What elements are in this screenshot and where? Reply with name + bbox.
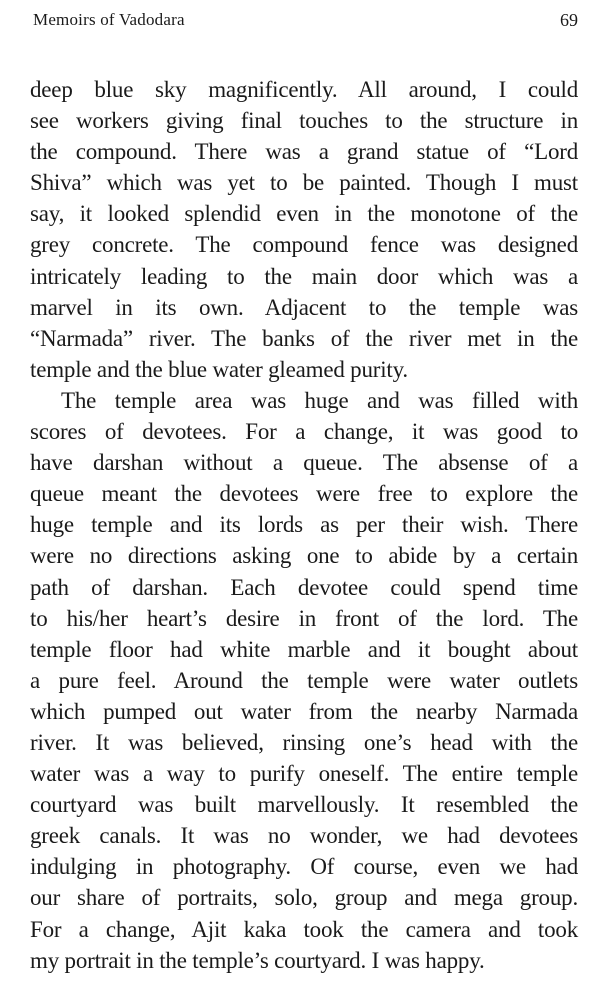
text-line: water was a way to purify oneself. The entire temple (30, 761, 578, 787)
text-line: my portrait in the temple’s courtyard. I was happy. (30, 947, 485, 973)
text-line: the compound. There was a grand statue of “Lord (30, 139, 578, 165)
text-line: Shiva” which was yet to be painted. Though I must (30, 170, 578, 196)
text-line: indulging in photography. Of course, even we had (30, 854, 578, 880)
text-line: courtyard was built marvellously. It resembled the (30, 792, 578, 818)
text-line: say, it looked splendid even in the monotone of the (30, 201, 578, 227)
text-line: our share of portraits, solo, group and mega group. (30, 885, 578, 911)
running-header (33, 10, 578, 38)
text-line: huge temple and its lords as per their wish. There (30, 512, 578, 538)
text-line: greek canals. It was no wonder, we had devotees (30, 823, 578, 849)
running-title: Memoirs of Vadodara (33, 10, 185, 29)
paragraph (30, 74, 578, 385)
text-line: river. It was believed, rinsing one’s head with the (30, 729, 578, 755)
text-line: temple floor had white marble and it bought about (30, 636, 578, 662)
text-line: which pumped out water from the nearby Narmada (30, 698, 578, 724)
text-line: were no directions asking one to abide by a certain (30, 543, 578, 569)
paragraph (30, 385, 578, 976)
text-line: marvel in its own. Adjacent to the temple was (30, 294, 578, 320)
text-line: queue meant the devotees were free to explore the (30, 481, 578, 507)
page-number: 69 (560, 10, 578, 30)
text-line: grey concrete. The compound fence was designed (30, 232, 578, 258)
text-line: see workers giving final touches to the structure in (30, 108, 578, 134)
text-line: The temple area was huge and was filled with (61, 387, 578, 413)
text-line: “Narmada” river. The banks of the river met in the (30, 325, 578, 351)
text-line: For a change, Ajit kaka took the camera and took (30, 916, 578, 942)
text-line: temple and the blue water gleamed purity. (30, 356, 408, 382)
text-line: path of darshan. Each devotee could spend time (30, 574, 578, 600)
text-line: a pure feel. Around the temple were water outlets (30, 667, 578, 693)
text-line: scores of devotees. For a change, it was good to (30, 419, 578, 445)
body-text (30, 74, 578, 976)
text-line: deep blue sky magnificently. All around, I could (30, 77, 578, 102)
text-line: intricately leading to the main door which was a (30, 263, 578, 289)
text-line: have darshan without a queue. The absense of a (30, 450, 578, 476)
text-line: to his/her heart’s desire in front of the lord. The (30, 605, 578, 631)
